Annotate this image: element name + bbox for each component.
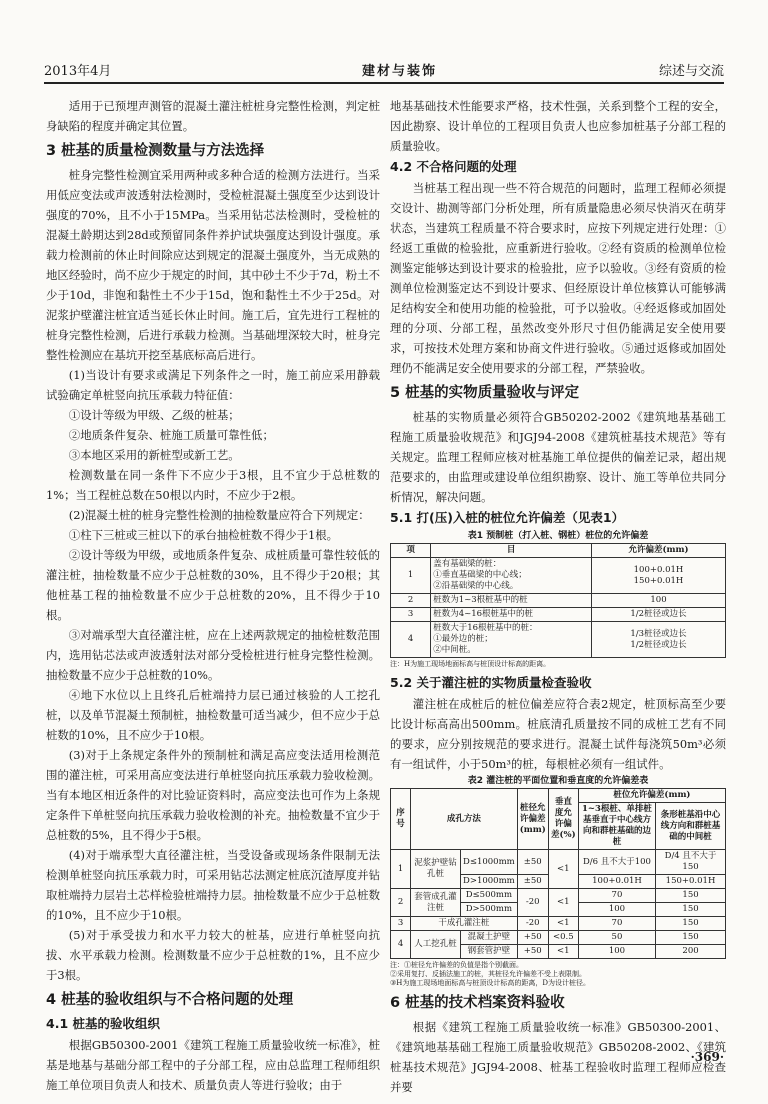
table-cell: 4 — [391, 622, 431, 658]
section-heading-3: 3 桩基的质量检测数量与方法选择 — [46, 143, 265, 159]
table-cell: 150 — [656, 889, 726, 903]
left-column — [46, 96, 380, 1095]
table2-note — [390, 961, 726, 988]
table2-note-line: 注：①桩径允许偏差的负值是指个别截面。 — [390, 961, 523, 969]
table-cell: 200 — [656, 945, 726, 959]
right-column — [390, 96, 726, 1097]
table-cell: -20 — [517, 889, 548, 917]
table-cell: 1 — [391, 850, 411, 889]
paragraph: ①柱下三桩或三桩以下的承台抽检桩数不得少于1根。 — [68, 528, 339, 542]
paragraph: (2)混凝土桩的桩身完整性检测的抽检数量应符合下列规定： — [68, 508, 370, 522]
table-row — [391, 917, 726, 931]
paragraph: 灌注桩在成桩后的桩位偏差应符合表2规定，桩顶标高至少要比设计标高高出500mm。桩底清孔质量按不同的成桩工艺有不同的要求，应分别按规范的要求进行。混凝土试件每浇筑50m³必须有一组试件，小于50m³的桩，每根桩必须有一组试件。 — [390, 697, 726, 771]
table-cell: 70 — [578, 917, 655, 931]
paragraph: ②地质条件复杂、桩施工质量可靠性低； — [68, 428, 274, 442]
table-header: 序号 — [391, 789, 411, 850]
table-cell: 50 — [578, 931, 655, 945]
table-row — [391, 931, 726, 945]
section-heading-4: 4 桩基的验收组织与不合格问题的处理 — [46, 992, 294, 1008]
table-header: 1~3根桩、单排桩基垂直于中心线方向和群桩基础的边桩 — [578, 803, 655, 850]
table1 — [390, 543, 726, 658]
subsection-heading-4-2: 4.2 不合格问题的处理 — [390, 159, 517, 174]
section-heading-6: 6 桩基的技术档案资料验收 — [390, 995, 565, 1011]
table-cell: D/6 且不大于100 — [578, 850, 655, 875]
paragraph: 地基基础技术性能要求严格，技术性强，关系到整个工程的安全，因此勘察、设计单位的工程项目负责人也应参加桩基子分部工程的质量验收。 — [390, 99, 726, 153]
table-row — [391, 558, 726, 594]
issue-date: 2013年4月 — [44, 64, 112, 79]
table-cell: 3 — [391, 917, 411, 931]
paragraph: ③对端承型大直径灌注桩，应在上述两款规定的抽检桩数范围内，选用钻芯法或声波透射法对部分受检桩进行桩身完整性检测。抽检数量不应少于总桩数的10%。 — [46, 628, 380, 682]
table-cell: 干成孔灌注桩 — [411, 917, 518, 931]
table-cell: 150 — [656, 903, 726, 917]
table-cell: D≤1000mm — [461, 850, 518, 875]
paragraph: (1)当设计有要求或满足下列条件之一时，施工前应采用静载试验确定单桩竖向抗压承载力特征值： — [46, 368, 380, 402]
table-cell: 混凝土护壁 — [461, 931, 518, 945]
table1-note: 注：H为施工现场地面标高与桩顶设计标高的距离。 — [390, 660, 551, 668]
table-cell: 100 — [578, 945, 655, 959]
table-cell: <1 — [548, 889, 578, 917]
paragraph: 桩身完整性检测宜采用两种或多种合适的检测方法进行。当采用低应变法或声波透射法检测时，受检桩混凝土强度至少达到设计强度的70%，且不小于15MPa。当采用钻芯法检测时，受检桩的混凝土龄期达到28d或预留同条件养护试块强度达到设计强度。承载力检测前的休止时间除应达到规定的混凝土强度外，当无成熟的地区经验时，尚不应少于规定的时间，其中砂土不少于7d，粉土不少于10d，非饱和黏性土不少于15d，饱和黏性土不少于25d。对泥浆护壁灌注桩宜适当延长休止时间。施工后，宜先进行工程桩的桩身完整性检测，后进行承载力检测。当基础埋深较大时，桩身完整性检测应在基坑开挖至基底标高后进行。 — [46, 168, 380, 362]
table-cell: -20 — [517, 917, 548, 931]
table-cell: ±50 — [517, 875, 548, 889]
table-cell: 150 — [656, 931, 726, 945]
table-row — [391, 608, 726, 622]
table1-caption: 表1 预制桩（打入桩、钢桩）桩位的允许偏差 — [467, 531, 649, 541]
table-cell: 100 — [591, 594, 725, 608]
paragraph: (5)对于承受拔力和水平力较大的桩基，应进行单桩竖向抗拔、水平承载力检测。检测数量不应少于总桩数的1%，且不应少于3根。 — [46, 928, 380, 982]
table-cell: <1 — [548, 945, 578, 959]
table-cell: 套管成孔灌注桩 — [411, 889, 461, 917]
paragraph: 桩基的实物质量必须符合GB50202-2002《建筑地基基础工程施工质量验收规范》和JGJ94-2008《建筑桩基技术规范》等有关规定。监理工程师应核对桩基施工单位提供的偏差记录，超出规范要求的，由监理或建设单位组织勘察、设计、施工等单位共同分析情况，解决问题。 — [390, 410, 726, 504]
table-header: 成孔方法 — [411, 789, 518, 850]
table2-caption: 表2 灌注桩的平面位置和垂直度的允许偏差表 — [467, 776, 649, 786]
section-heading-5: 5 桩基的实物质量验收与评定 — [390, 385, 580, 401]
table-cell: D>1000mm — [461, 875, 518, 889]
table-cell: 桩数为4~16根桩基中的桩 — [431, 608, 592, 622]
table-row — [391, 594, 726, 608]
table-cell: D/4 且不大于150 — [656, 850, 726, 875]
table-row — [391, 789, 726, 803]
paragraph: ①设计等级为甲级、乙级的桩基； — [68, 408, 240, 422]
subsection-heading-5-2: 5.2 关于灌注桩的实物质量检查验收 — [390, 675, 592, 690]
table-cell: 70 — [578, 889, 655, 903]
table-cell: 桩数大于16根桩基中的桩： ①最外边的桩； ②中间桩。 — [431, 622, 592, 658]
table-row — [391, 889, 726, 903]
table-header: 目 — [431, 544, 592, 558]
subsection-heading-5-1: 5.1 打(压)入桩的桩位允许偏差（见表1） — [390, 510, 625, 525]
subsection-heading-4-1: 4.1 桩基的验收组织 — [46, 1016, 160, 1031]
table-cell: +50 — [517, 945, 548, 959]
table-cell: 钢套管护壁 — [461, 945, 518, 959]
table-cell: 100+0.01H 150+0.01H — [591, 558, 725, 594]
table-cell: 1/3桩径或边长 1/2桩径或边长 — [591, 622, 725, 658]
page-number: ·369· — [690, 1050, 724, 1064]
table-cell: 泥浆护壁钻孔桩 — [411, 850, 461, 889]
table-cell: 盖有基础梁的桩： ①垂直基础梁的中心线； ②沿基础梁的中心线。 — [431, 558, 592, 594]
table-cell: +50 — [517, 931, 548, 945]
table-cell: 2 — [391, 889, 411, 917]
table-cell: 1/2桩径或边长 — [591, 608, 725, 622]
paragraph: 根据GB50300-2001《建筑工程施工质量验收统一标准》，桩基是地基与基础分部工程中的子分部工程，应由总监理工程师组织施工单位项目负责人和技术、质量负责人等进行验收；由于 — [46, 1038, 380, 1092]
paragraph: ④地下水位以上且终孔后桩端持力层已通过核验的人工挖孔桩，以及单节混凝土预制桩，抽检数量可适当减少，但不应少于总桩数的10%，且不应少于10根。 — [46, 688, 380, 742]
table-cell: <1 — [548, 917, 578, 931]
table2 — [390, 788, 726, 959]
table-cell: 100 — [578, 903, 655, 917]
table2-note-line: ②采用复打、反插法施工的桩，其桩径允许偏差不受上表限制。 — [390, 970, 586, 978]
table2-note-line: ③H为施工现场地面标高与桩顶设计标高的距离，D为设计桩径。 — [390, 979, 590, 987]
table-cell: 人工挖孔桩 — [411, 931, 461, 959]
paragraph: 适用于已预埋声测管的混凝土灌注桩桩身完整性检测，判定桩身缺陷的程度并确定其位置。 — [46, 99, 380, 133]
table-cell: <1 — [548, 850, 578, 889]
table-header: 垂直度允许偏差(%) — [548, 789, 578, 850]
journal-name: 建材与装饰 — [362, 64, 438, 79]
table-cell: 3 — [391, 608, 431, 622]
paragraph: 根据《建筑工程施工质量验收统一标准》GB50300-2001、《建筑地基基础工程施工质量验收规范》GB50208-2002、《建筑桩基技术规范》JGJ94-2008、桩基工程验收时监理工程师应检查并要 — [390, 1020, 726, 1094]
table-cell: 150 — [656, 917, 726, 931]
table-cell: 桩数为1~3根桩基中的桩 — [431, 594, 592, 608]
table-cell: D≤500mm — [461, 889, 518, 903]
table-header: 桩径允许偏差(mm) — [517, 789, 548, 850]
paragraph: ②设计等级为甲级，或地质条件复杂、成桩质量可靠性较低的灌注桩，抽检数量不应少于总桩数的30%，且不得少于20根；其他桩基工程的抽检数量不应少于总桩数的20%，且不得少于10根。 — [46, 548, 380, 622]
table-header: 条形桩基沿中心线方向和群桩基础的中间桩 — [656, 803, 726, 850]
table-cell: ±50 — [517, 850, 548, 875]
page-header — [44, 62, 724, 84]
section-name: 综述与交流 — [658, 64, 724, 79]
table-header: 桩位允许偏差(mm) — [578, 789, 725, 803]
table-cell: 1 — [391, 558, 431, 594]
table-cell: 100+0.01H — [578, 875, 655, 889]
table-header: 允许偏差(mm) — [591, 544, 725, 558]
table-cell: 150+0.01H — [656, 875, 726, 889]
paragraph: 检测数量在同一条件下不应少于3根，且不宜少于总桩数的1%；当工程桩总数在50根以内时，不应少于2根。 — [46, 468, 380, 502]
paragraph: (3)对于上条规定条件外的预制桩和满足高应变法适用检测范围的灌注桩，可采用高应变法进行单桩竖向抗压承载力验收检测。当有本地区相近条件的对比验证资料时，高应变法也可作为上条规定条件下单桩竖向抗压承载力验收检测的补充。抽检数量不宜少于总桩数的5%，且不得少于5根。 — [46, 748, 380, 842]
table-cell: <0.5 — [548, 931, 578, 945]
table-row — [391, 622, 726, 658]
table-row — [391, 544, 726, 558]
table-cell: D>500mm — [461, 903, 518, 917]
paragraph: (4)对于端承型大直径灌注桩，当受设备或现场条件限制无法检测单桩竖向抗压承载力时，可采用钻芯法测定桩底沉渣厚度并钻取桩端持力层岩土芯样检验桩端持力层。抽检数量不应少于总桩数的10%，且不应少于10根。 — [46, 848, 380, 922]
table-cell: 4 — [391, 931, 411, 959]
table-cell: 2 — [391, 594, 431, 608]
paragraph: ③本地区采用的新桩型或新工艺。 — [68, 448, 240, 462]
table-header: 项 — [391, 544, 431, 558]
table-row — [391, 850, 726, 875]
paragraph: 当桩基工程出现一些不符合规范的问题时，监理工程师必须提交设计、勘测等部门分析处理，所有质量隐患必须尽快消灭在萌芽状态，当建筑工程质量不符合要求时，应按下列规定进行处理：①经返工重做的检验批，应重新进行验收。②经有资质的检测单位检测鉴定能够达到设计要求的检验批，应予以验收。③经有资质的检测单位检测鉴定达不到设计要求、但经原设计单位核算认可能够满足结构安全和使用功能的检验批，可予以验收。④经返修或加固处理的分项、分部工程，虽然改变外形尺寸但仍能满足安全使用要求，可按技术处理方案和协商文件进行验收。⑤通过返修或加固处理仍不能满足安全使用要求的分部工程，严禁验收。 — [390, 181, 726, 375]
